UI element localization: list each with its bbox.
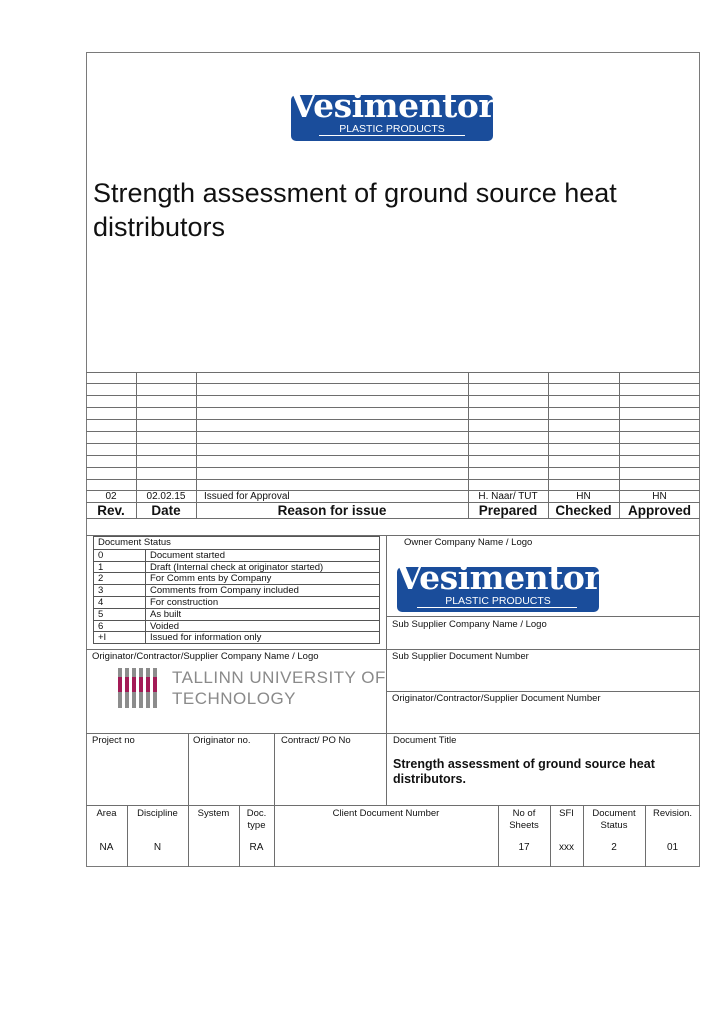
rev-value: 02 [105, 491, 117, 502]
status-row: 3 Comments from Company included [94, 584, 379, 596]
status-row: 6 Voided [94, 620, 379, 632]
header-rev: Rev. [97, 503, 125, 518]
document-title-label: Document Title [393, 735, 457, 746]
no-of-sheets-value: 17 [518, 842, 530, 853]
discipline-label: Discipline [137, 808, 178, 819]
document-status-value: 2 [611, 842, 617, 853]
owner-logo: Vesimentor PLASTIC PRODUCTS [397, 567, 599, 612]
originator-label: Originator/Contractor/Supplier Company Name / Logo [92, 651, 319, 662]
originator-no-label: Originator no. [193, 735, 251, 746]
header-approved: Approved [627, 503, 691, 518]
document-title: Strength assessment of ground source heat distributors [93, 178, 617, 242]
header-prepared: Prepared [478, 503, 538, 518]
sub-supplier-doc-number-label: Sub Supplier Document Number [392, 651, 529, 662]
area-label: Area [96, 808, 117, 819]
document-status-label-1: Document [592, 808, 636, 819]
tut-logo-icon [118, 668, 162, 708]
sfi-value: xxx [559, 842, 574, 853]
area-value: NA [99, 842, 114, 853]
prepared-value: H. Naar/ TUT [478, 491, 538, 502]
doc-type-value: RA [249, 842, 264, 853]
header-checked: Checked [555, 503, 612, 518]
status-row: 2 For Comm ents by Company [94, 572, 379, 584]
client-doc-number-label: Client Document Number [332, 808, 440, 819]
owner-label: Owner Company Name / Logo [404, 537, 533, 548]
header-reason: Reason for issue [277, 503, 387, 518]
reason-value: Issued for Approval [204, 491, 290, 502]
document-status-label-2: Status [600, 820, 628, 831]
document-status-table [93, 536, 380, 644]
system-label: System [197, 808, 230, 819]
doc-type-label-2: type [247, 820, 266, 831]
project-no-label: Project no [92, 735, 135, 746]
status-row: 1 Draft (Internal check at originator started) [94, 561, 379, 573]
header-date: Date [151, 503, 181, 518]
status-row: 0 Document started [94, 549, 379, 561]
vesimentor-logo [291, 86, 496, 141]
revision-label: Revision. [652, 808, 693, 819]
tut-logo-line1: TALLINN UNIVERSITY OF [172, 668, 386, 687]
document-title-value: Strength assessment of ground source heat distributors. [393, 757, 655, 786]
status-row: +I Issued for information only [94, 631, 379, 643]
document-status-title: Document Status [98, 537, 171, 548]
sfi-label: SFI [559, 808, 574, 819]
date-value: 02.02.15 [146, 491, 186, 502]
logo-name: Vesimentor [291, 86, 496, 125]
tut-logo-line2: TECHNOLOGY [172, 689, 297, 708]
approved-value: HN [652, 491, 667, 502]
revision-value: 01 [666, 842, 679, 853]
checked-value: HN [576, 491, 591, 502]
no-of-sheets-label-1: No of [512, 808, 536, 819]
contract-label: Contract/ PO No [281, 735, 351, 746]
doc-type-label-1: Doc. [246, 808, 267, 819]
status-row: 5 As built [94, 608, 379, 620]
discipline-value: N [153, 842, 162, 853]
status-row: 4 For construction [94, 596, 379, 608]
no-of-sheets-label-2: Sheets [509, 820, 539, 831]
logo-subtitle: PLASTIC PRODUCTS [339, 123, 445, 135]
originator-doc-number-label: Originator/Contractor/Supplier Document Number [392, 693, 601, 704]
sub-supplier-label: Sub Supplier Company Name / Logo [392, 619, 547, 630]
